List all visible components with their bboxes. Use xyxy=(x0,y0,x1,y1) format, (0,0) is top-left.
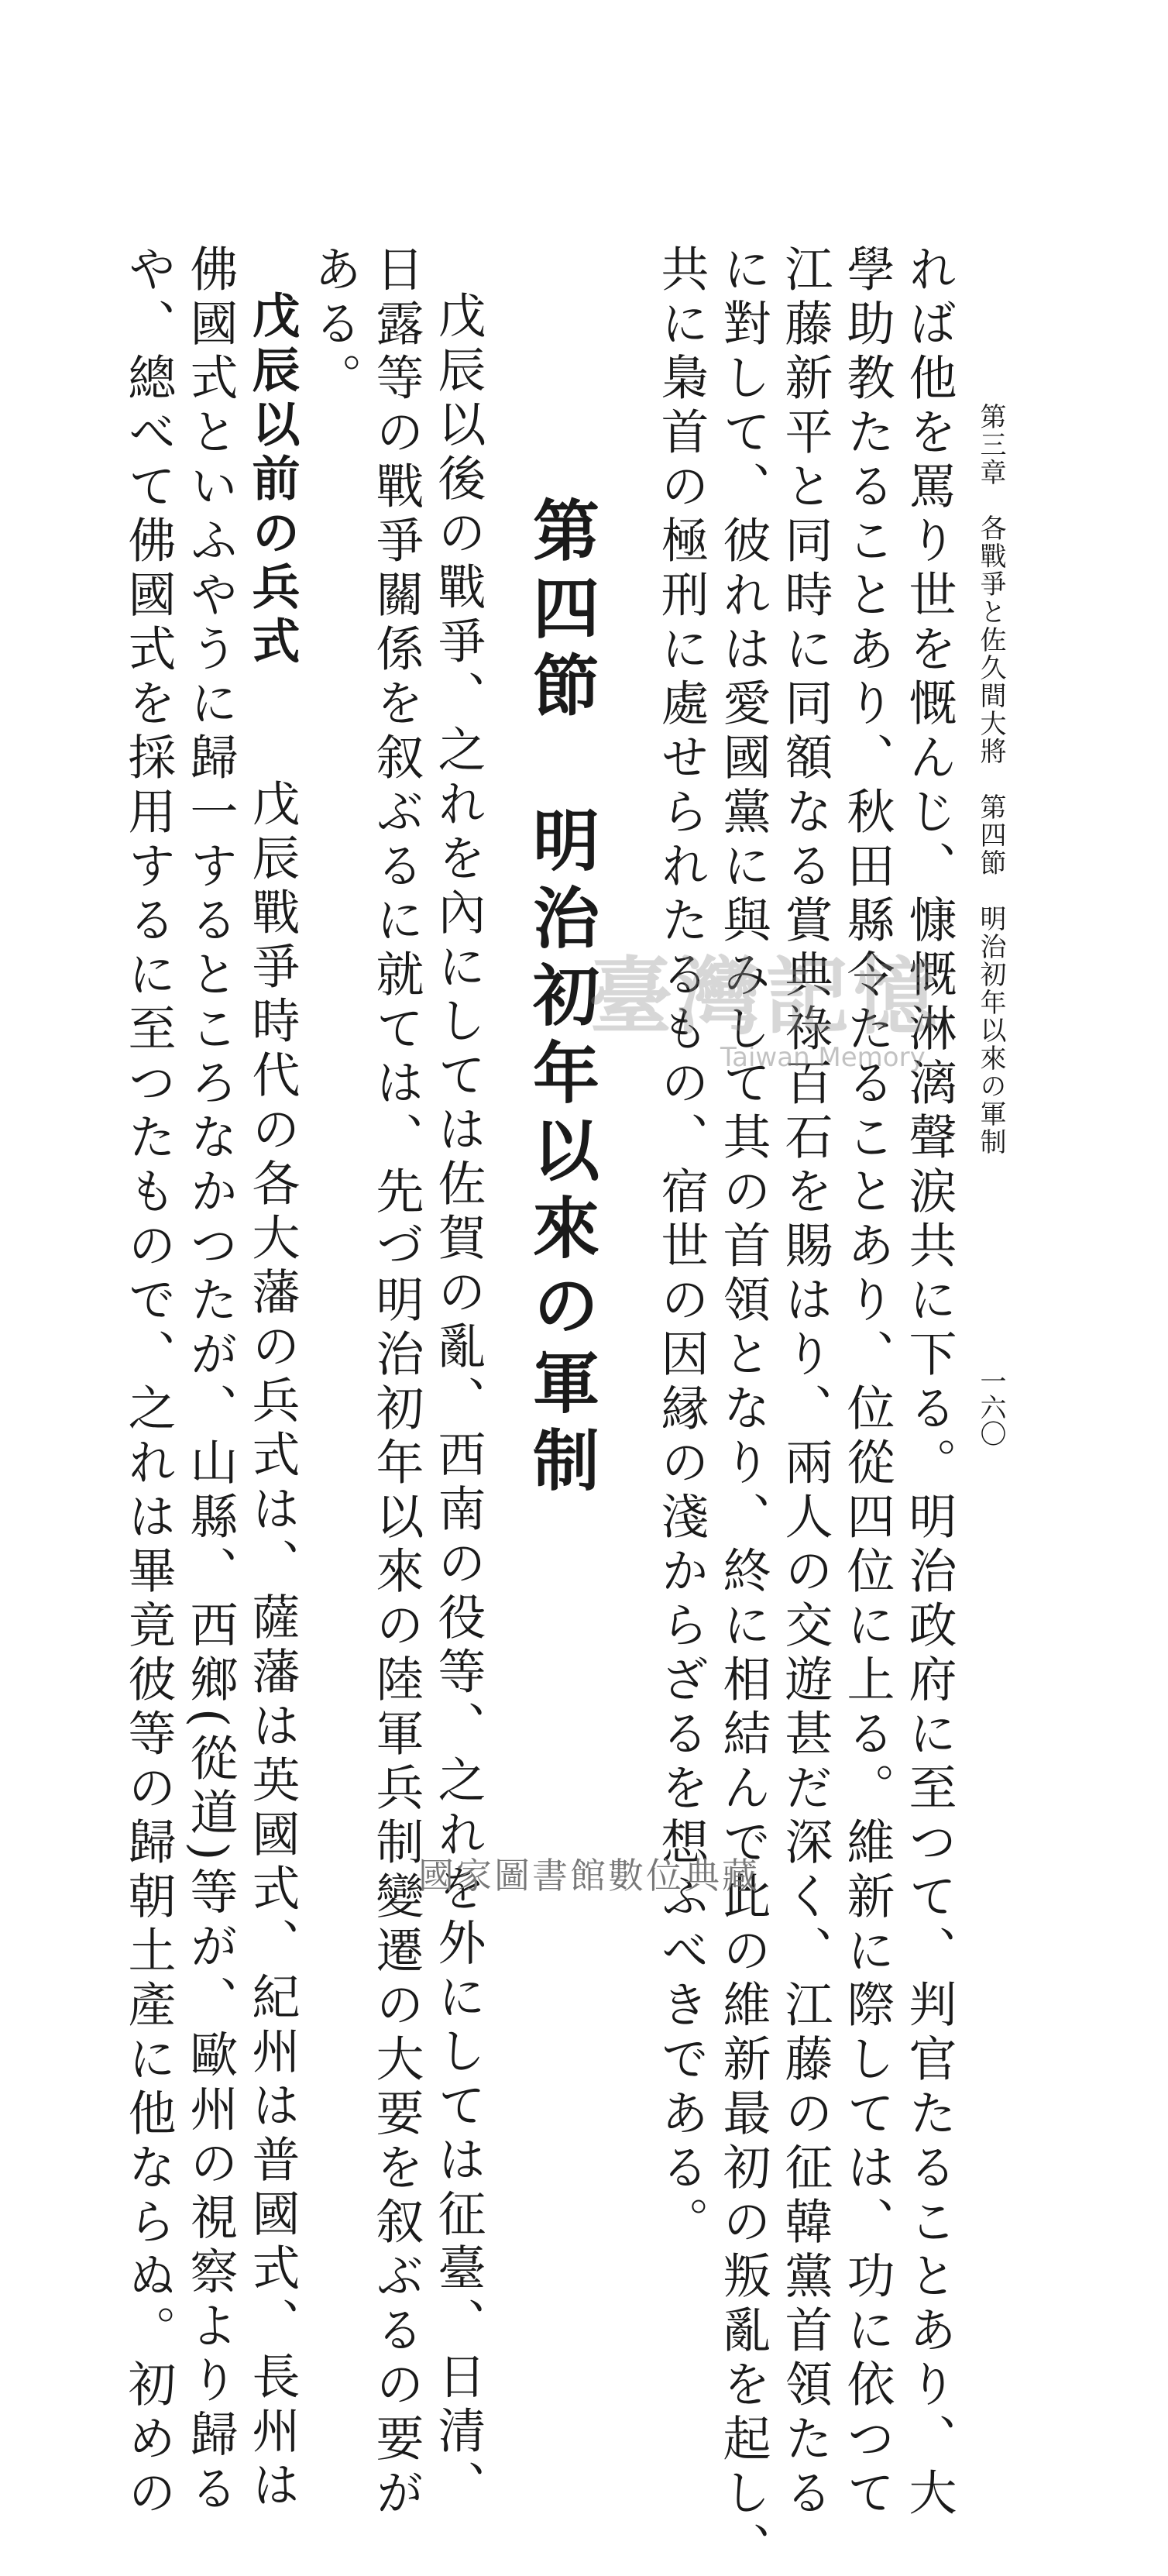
body-line: 共に梟首の極刑に處せられたるもの、宿世の因縁の淺からざるを想ふべきである。 xyxy=(653,244,709,2251)
watermark-caption: Taiwan Memory xyxy=(720,1042,926,1073)
body-line: に對して、彼れは愛國黨に與みして其の首領となり、終に相結んで此の維新最初の叛亂を起し、 xyxy=(715,244,771,2576)
subhead: 戊辰以前の兵式 xyxy=(244,291,301,670)
subhead-text: 戊辰戰爭時代の各大藩の兵式は、薩藩は英國式、紀州は普國式、長州は xyxy=(244,779,301,2514)
subhead-line xyxy=(244,291,301,2514)
body-line: 江藤新平と同時に同額なる賞典祿百石を賜はり、兩人の交遊甚だ深く、江藤の征韓黨首領たる xyxy=(777,244,833,2522)
body-line: や、總べて佛國式を採用するに至つたもので、之れは畢竟彼等の歸朝土產に他ならぬ。初めの xyxy=(120,244,177,2522)
watermark-logo: 臺灣記憶 xyxy=(589,948,943,1046)
page-number: 一六〇 xyxy=(975,1367,1006,1446)
body-line: 佛國式といふやうに歸一するところなかつたが、山縣、西鄉(從道)等が、歐州の視察より歸る xyxy=(182,244,239,2518)
body-line: 戊辰以後の戰爭、之れを內にしては佐賀の亂、西南の役等、之れを外にしては征臺、日清、 xyxy=(430,291,486,2514)
section-title: 第四節 明治初年以來の軍制 xyxy=(521,496,599,1503)
body-line: ある。 xyxy=(306,244,362,407)
body-line: 學助教たることあり、秋田縣令たることあり、位從四位に上る。維新に際しては、功に依つて xyxy=(839,244,895,2522)
body-line: れば他を罵り世を慨んじ、慷慨淋漓聲涙共に下る。明治政府に至つて、判官たることあり、大 xyxy=(901,244,957,2522)
body-line: 日露等の戰爭關係を叙ぶるに就ては、先づ明治初年以來の陸軍兵制變遷の大要を叙ぶるの要が xyxy=(368,244,424,2522)
subhead-gap xyxy=(244,670,301,779)
library-footer: 國家圖書館數位典藏 xyxy=(418,1855,760,1897)
running-head: 第三章 各戰爭と佐久間大將 第四節 明治初年以來の軍制 xyxy=(975,403,1006,1156)
